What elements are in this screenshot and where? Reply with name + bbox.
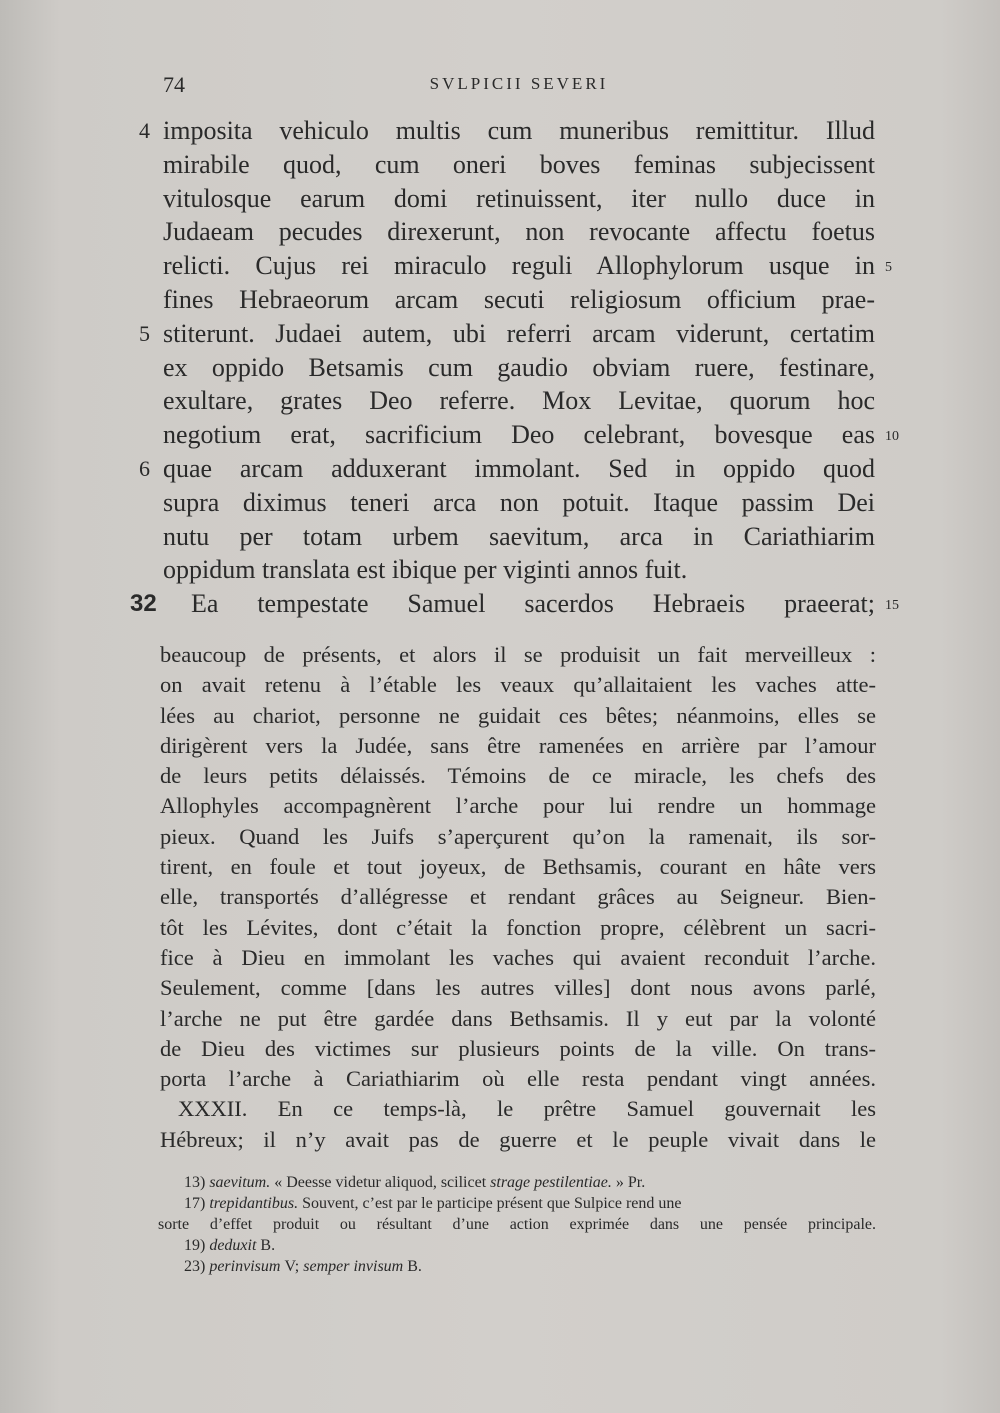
latin-line-text: Ea tempestate Samuel sacerdos Hebraeis praeerat; (191, 589, 875, 619)
footnote-number: 19) (184, 1237, 210, 1254)
french-line: Hébreux; il n’y avait pas de guerre et le peuple vivait dans le (160, 1126, 876, 1152)
footnote-number: 17) (184, 1195, 210, 1212)
chapter-number: 32 (130, 590, 157, 618)
line-number: 10 (885, 429, 899, 445)
french-line: Allophyles accompagnèrent l’arche pour lui rendre un hommage (160, 793, 876, 819)
footnote-text: Souvent, c’est par le participe présent que Sulpice rend une (302, 1195, 682, 1212)
french-translation-block (160, 640, 876, 1155)
latin-line-text: Judaeam pecudes direxerunt, non revocante affectu foetus (163, 217, 875, 247)
french-line: pieux. Quand les Juifs s’aperçurent qu’on la ramenait, ils sor- (160, 823, 876, 849)
latin-line (163, 215, 875, 249)
footnote: sorte d’effet produit ou résultant d’une action exprimée dans une pensée principale. (158, 1216, 876, 1233)
footnote-lemma: semper invisum (303, 1258, 408, 1275)
latin-line (139, 317, 875, 351)
footnote (158, 1256, 876, 1277)
footnote-lemma: deduxit (209, 1237, 261, 1254)
french-line: de leurs petits délaissés. Témoins de ce miracle, les chefs des (160, 763, 876, 789)
latin-line-text: quae arcam adduxerant immolant. Sed in oppido quod (163, 453, 875, 483)
french-line: porta l’arche à Cariathiarim où elle resta pendant vingt années. (160, 1066, 876, 1092)
french-line: Seulement, comme [dans les autres villes] dont nous avons parlé, (160, 975, 876, 1001)
footnote (158, 1172, 876, 1193)
french-line: lées au chariot, personne ne guidait ces bêtes; néanmoins, elles se (160, 702, 876, 728)
latin-line-text: imposita vehiculo multis cum muneribus remittitur. Illud (163, 116, 875, 145)
running-title: SVLPICII SEVERI (429, 74, 609, 93)
section-number: 6 (139, 455, 150, 481)
line-number: 15 (885, 598, 899, 614)
french-line: on avait retenu à l’étable les veaux qu’allaitaient les vaches atte- (160, 672, 876, 698)
footnote-lemma: strage pestilentiae. (490, 1174, 616, 1191)
line-number: 5 (885, 260, 892, 276)
latin-line (163, 148, 875, 182)
latin-line-text: vitulosque earum domi retinuissent, iter nullo duce in (163, 183, 875, 213)
french-line: XXXII. En ce temps-là, le prêtre Samuel gouvernait les (178, 1096, 876, 1122)
latin-line-text: negotium erat, sacrificium Deo celebrant, bovesque eas (163, 420, 875, 450)
latin-line (130, 587, 899, 621)
latin-line (139, 114, 875, 148)
page-number: 74 (163, 72, 185, 97)
footnote-number: 13) (184, 1174, 210, 1191)
french-line: fice à Dieu en immolant les vaches qui avaient reconduit l’arche. (160, 944, 876, 970)
latin-line-text: fines Hebraeorum arcam secuti religiosum officium prae- (163, 284, 875, 314)
french-line: tôt les Lévites, dont c’était la fonction propre, célèbrent un sacri- (160, 914, 876, 940)
french-line: de Dieu des victimes sur plusieurs points de la ville. On trans- (160, 1035, 876, 1061)
latin-line (163, 486, 875, 520)
french-line: elle, transportés d’allégresse et rendant grâces au Seigneur. Bien- (160, 884, 876, 910)
latin-line (163, 351, 875, 385)
footnotes (158, 1172, 876, 1277)
latin-line-text: ex oppido Betsamis cum gaudio obviam ruere, festinare, (163, 352, 875, 382)
latin-line-text: relicti. Cujus rei miraculo reguli Allophylorum usque in (163, 251, 875, 281)
latin-line-text: stiterunt. Judaei autem, ubi referri arcam viderunt, certatim (163, 318, 875, 348)
footnote-text: V; (284, 1258, 304, 1275)
footnote-number: 23) (184, 1258, 210, 1275)
footnote-text: » Pr. (615, 1174, 646, 1191)
french-line: l’arche ne put être gardée dans Bethsamis. Il y eut par la volonté (160, 1005, 876, 1031)
latin-line (163, 553, 875, 587)
latin-line-text: exultare, grates Deo referre. Mox Levitae, quorum hoc (163, 386, 875, 416)
latin-line (163, 384, 875, 418)
latin-line (163, 418, 899, 452)
footnote-text: « Deesse videtur aliquod, scilicet (274, 1174, 491, 1191)
section-number: 5 (139, 320, 150, 346)
footnote-lemma: saevitum. (209, 1174, 275, 1191)
footnote-lemma: trepidantibus. (209, 1195, 303, 1212)
french-line: tirent, en foule et tout joyeux, de Bethsamis, courant en hâte vers (160, 854, 876, 880)
latin-line (163, 283, 875, 317)
footnote-lemma: perinvisum (209, 1258, 285, 1275)
section-number: 4 (139, 118, 150, 143)
french-line: dirigèrent vers la Judée, sans être ramenées en arrière par l’amour (160, 732, 876, 758)
latin-line-text: mirabile quod, cum oneri boves feminas subjecissent (163, 149, 875, 179)
latin-text-block (130, 114, 899, 621)
latin-line (163, 520, 875, 554)
latin-line (139, 452, 875, 486)
latin-line-text: oppidum translata est ibique per viginti annos fuit. (163, 555, 688, 585)
latin-line-text: supra diximus teneri arca non potuit. Itaque passim Dei (163, 487, 875, 517)
latin-line (163, 182, 875, 216)
footnote-text: B. (260, 1237, 276, 1254)
footnote (158, 1193, 876, 1214)
latin-line-text: nutu per totam urbem saevitum, arca in Cariathiarim (163, 521, 875, 551)
french-line: beaucoup de présents, et alors il se produisit un fait merveilleux : (160, 642, 876, 667)
footnote (158, 1235, 876, 1256)
footnote-text: B. (407, 1258, 422, 1275)
page-header (163, 72, 875, 102)
latin-line (163, 249, 892, 283)
